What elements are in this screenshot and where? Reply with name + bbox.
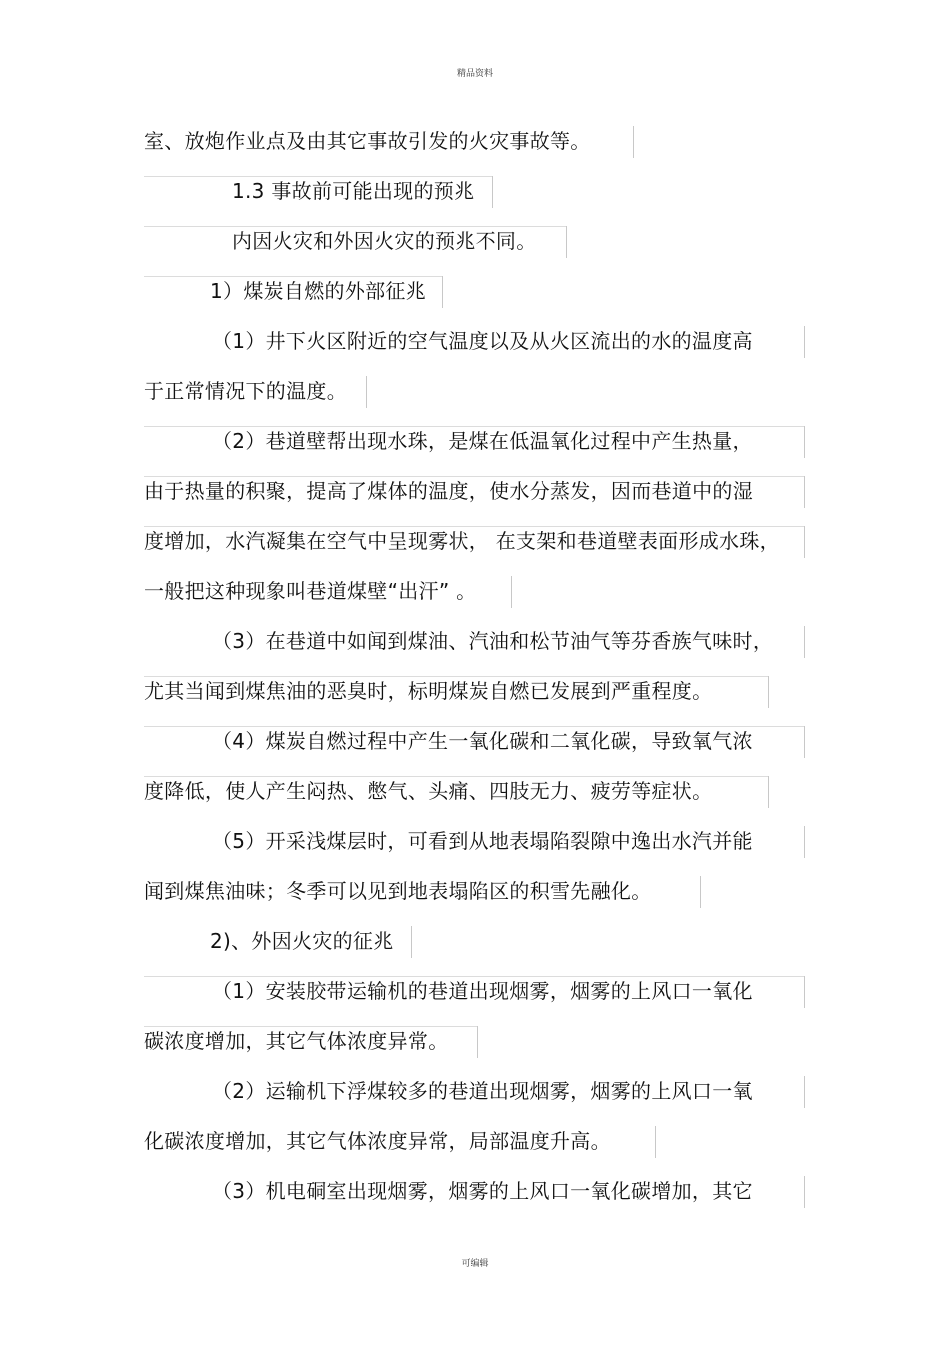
text-box-edge [511,576,512,608]
text-box-edge [633,126,634,158]
text-box-top [144,676,768,677]
body-text-line: 尤其当闻到煤焦油的恶臭时，标明煤炭自燃已发展到严重程度。 [144,679,713,703]
text-box-edge [804,426,805,458]
text-box-edge [804,526,805,558]
text-box-edge [477,1026,478,1058]
text-box-edge [700,876,701,908]
text-box-edge [768,776,769,808]
text-box-top [144,726,804,727]
text-box-edge [442,276,443,308]
text-box-edge [804,626,805,658]
body-text-line: （3）机电硐室出现烟雾，烟雾的上风口一氧化碳增加，其它 [212,1179,753,1203]
subsection-heading: 1）煤炭自燃的外部征兆 [210,279,427,303]
text-box-edge [804,726,805,758]
text-box-edge [804,476,805,508]
text-box-edge [804,1176,805,1208]
text-box-edge [804,976,805,1008]
text-box-edge [804,826,805,858]
body-text-line: （2）运输机下浮煤较多的巷道出现烟雾，烟雾的上风口一氧 [212,1079,753,1103]
text-box-top [144,426,804,427]
body-text-line: （1）安装胶带运输机的巷道出现烟雾，烟雾的上风口一氧化 [212,979,753,1003]
body-text-line: （4）煤炭自燃过程中产生一氧化碳和二氧化碳，导致氧气浓 [212,729,753,753]
text-box-edge [804,326,805,358]
text-box-top [144,176,492,177]
section-heading: 1.3 事故前可能出现的预兆 [232,179,475,203]
body-text-line: （3）在巷道中如闻到煤油、汽油和松节油气等芬香族气味时， [212,629,774,653]
text-box-top [144,276,442,277]
text-box-edge [804,1076,805,1108]
text-box-edge [411,926,412,958]
body-text-line: 度降低，使人产生闷热、憋气、头痛、四肢无力、疲劳等症状。 [144,779,713,803]
text-box-top [144,776,768,777]
text-box-top [144,1026,477,1027]
body-text-line: 内因火灾和外因火灾的预兆不同。 [232,229,537,253]
page-footer: 可编辑 [461,1259,489,1269]
body-text-line: 一般把这种现象叫巷道煤壁“出汗” 。 [144,579,477,603]
body-text-line: 碳浓度增加，其它气体浓度异常。 [144,1029,449,1053]
body-text-line: （1）井下火区附近的空气温度以及从火区流出的水的温度高 [212,329,753,353]
text-box-edge [655,1126,656,1158]
text-box-top [144,526,804,527]
text-box-edge [366,376,367,408]
body-text-line: 化碳浓度增加，其它气体浓度异常，局部温度升高。 [144,1129,611,1153]
text-box-top [144,476,804,477]
body-text-line: （2）巷道壁帮出现水珠，是煤在低温氧化过程中产生热量， [212,429,753,453]
body-text-line: 由于热量的积聚，提高了煤体的温度，使水分蒸发，因而巷道中的湿 [144,479,753,503]
text-box-top [144,976,804,977]
text-box-top [144,226,566,227]
page-header: 精品资料 [456,69,493,79]
body-text-line: 于正常情况下的温度。 [144,379,347,403]
body-text-line: （5）开采浅煤层时，可看到从地表塌陷裂隙中逸出水汽并能 [212,829,753,853]
body-text-line: 度增加，水汽凝集在空气中呈现雾状， 在支架和巷道壁表面形成水珠， [144,529,780,553]
body-text-line: 闻到煤焦油味；冬季可以见到地表塌陷区的积雪先融化。 [144,879,652,903]
text-box-edge [566,226,567,258]
text-box-edge [768,676,769,708]
body-text-line: 室、放炮作业点及由其它事故引发的火灾事故等。 [144,129,591,153]
text-box-edge [492,176,493,208]
subsection-heading: 2)、外因火灾的征兆 [210,929,394,953]
